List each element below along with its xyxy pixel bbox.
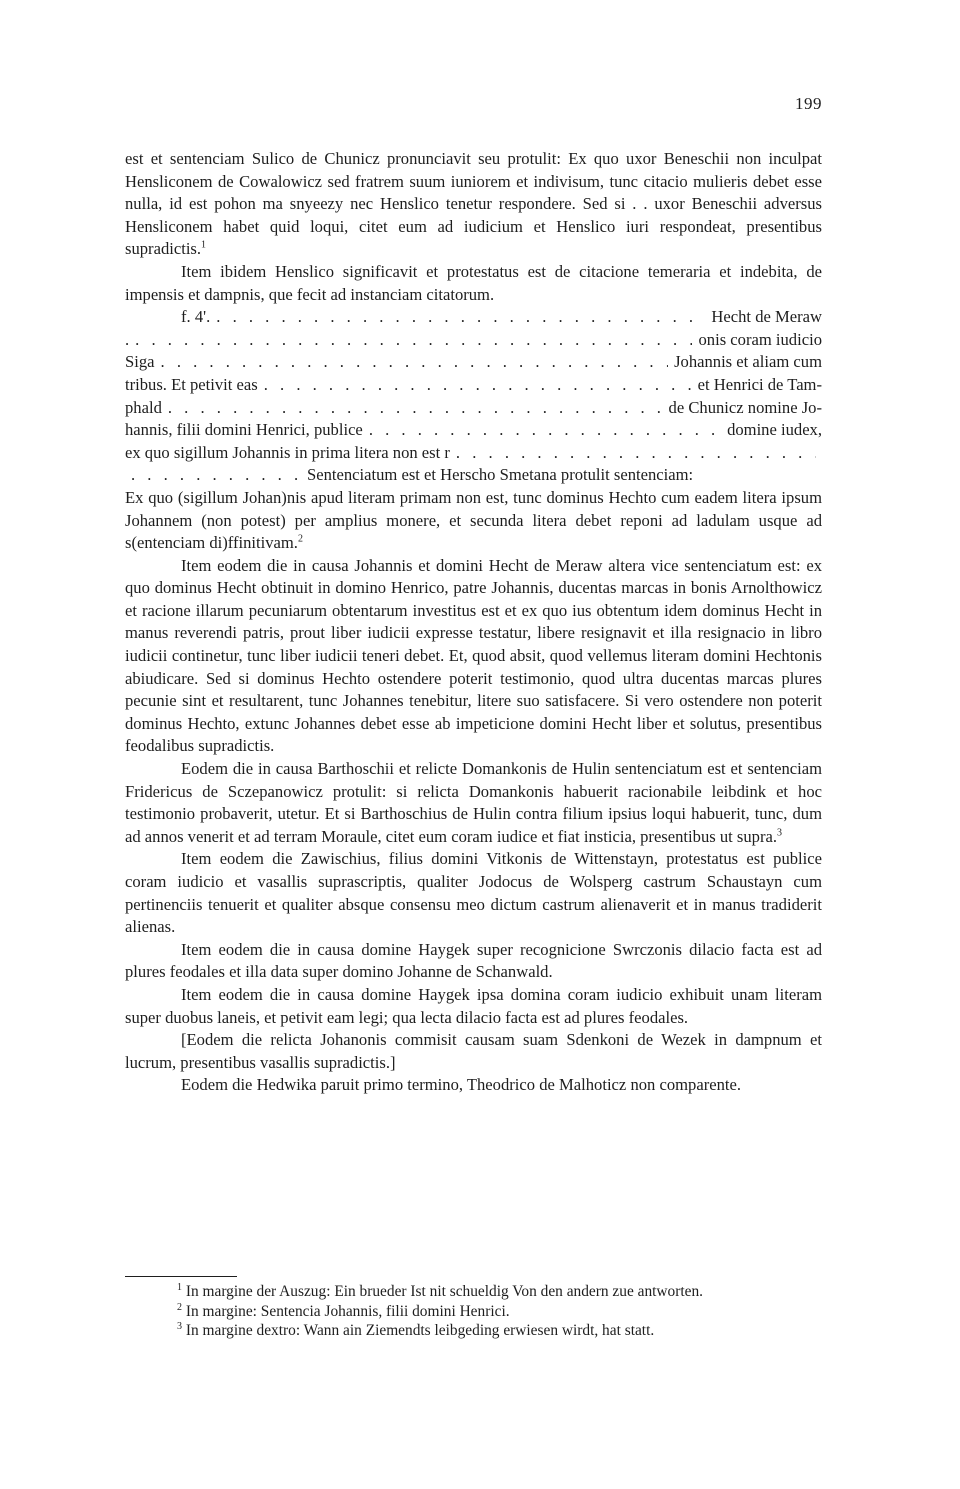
footnote-2: $^2$ In margine: Sentencia Johannis, filii domini Henrici. — [177, 1301, 510, 1320]
paragraph-1: est et sentenciam Sulico de Chunicz pronunciavit seu protulit: Ex quo uxor Beneschii non inculpat Hensliconem de Cowalowicz sed fratrem suum iuniorem et indivisum, tunc citacio mulieris debet esse nulla, id est pohon ma snyeezy nec Henslico tenetur respondere. Sed si . . uxor Beneschii adversus Hensliconem habet quid loqui, citet eum ad iudicium et Henslico iuri respondeat, presentibus supradictis.$^1$ — [125, 149, 822, 259]
body-text — [125, 148, 822, 1097]
fragment-line-8: . . . Sentenciatum est et Herscho Smetana protulit sentenciam: — [125, 464, 822, 487]
paragraph-3: Item eodem die in causa Johannis et domini Hecht de Meraw altera vice sentenciatum est: ex quo dominus Hecht obtinuit in domino Henrico, patre Johannis, ducentas marcas in bonis Arnolthowicz et racione illarum pecuniarum obtentarum investitus est et ex quo ius obtentum idem dominus Hecht in manus reverendi patris, prout liber iudicii expresse testatur, libere resignavit et illa resignacio in libro iudicii continetur, tunc liber iudicii teneri debet. Et, quod absit, quod vellemus literam domini Hechtonis abiudicare. Sed si dominus Hechto ostendere poterit testimonio, quod ultra ducentas marcas plures pecunie sint et resultarent, tunc Johannes tenebitur, litere suo satisfacere. Si vero ostendere non poterit dominus Hechto, extunc Johannes debet esse ab impeticione domini Hecht liber et solutus, presentibus feodalibus supradictis. — [125, 555, 822, 756]
footnote-mark-1: 1 — [201, 239, 207, 251]
footnote-divider — [125, 1276, 237, 1277]
footnote-mark-3: 3 — [777, 827, 782, 839]
page-number: 199 — [795, 94, 822, 113]
paragraph-7: Item eodem die in causa domine Haygek ipsa domina coram iudicio exhibuit unam literam super duobus laneis, et petivit eam legi; qua lecta dilacio facta est ad plures feodales. — [125, 984, 822, 1027]
ellipsis-lacuna — [135, 329, 692, 352]
ellipsis-lacuna — [216, 306, 705, 329]
footnote-1: $^1$ In margine der Auszug: Ein brueder Ist nit schueldig Von den andern zue antworten. — [177, 1281, 704, 1300]
fragment-line-2: . . . . onis coram iudicio — [125, 329, 822, 352]
footnote-3: $^3$ In margine dextro: Wann ain Ziemendts leibgeding erwiesen wirdt, hat statt. — [177, 1320, 655, 1339]
fragment-line-6: hannis, filii domini Henrici, publice . . . domine iudex, — [125, 419, 822, 442]
ellipsis-lacuna — [131, 464, 301, 487]
paragraph-8: [Eodem die relicta Johanonis commisit causam suam Sdenkoni de Wezek in dampnum et lucrum, presentibus vasallis supradictis.] — [125, 1030, 822, 1072]
ellipsis-lacuna — [456, 442, 816, 465]
fragment-line-4: tribus. Et petivit eas . . . et Henrici de Tam- — [125, 374, 822, 397]
fragment-line-7: ex quo sigillum Johannis in prima litera non est r . . . — [125, 442, 822, 465]
fragment-line-5: phald . . . de Chunicz nomine Jo- — [125, 397, 822, 420]
fragment-line-1: f. 4'. . . . Hecht de Meraw — [125, 306, 822, 329]
ellipsis-lacuna — [168, 397, 663, 420]
paragraph-5: Item eodem die Zawischius, filius domini Vitkonis de Wittenstayn, protestatus est publice coram iudicio et vasallis suprascriptis, qualiter Jodocus de Wolsperg castrum Schaustayn cum pertinenciis tenuerit et qualiter absque consensu meo dictum castrum alienaverit et in manus tradiderit alienas. — [125, 849, 822, 937]
ellipsis-lacuna — [264, 374, 692, 397]
fragment-continuation: Ex quo (sigillum Johan)nis apud literam primam non est, tunc dominus Hechto cum eadem litera ipsum Johannem (non potest) per amplius monere, et secunda litera debet reponi ad ladulam usque ad s(entenciam di)ffinitivam.$^2$ — [125, 487, 822, 553]
ellipsis-lacuna — [369, 419, 721, 442]
footnote-mark-2: 2 — [297, 533, 303, 545]
ellipsis-lacuna — [161, 351, 669, 374]
paragraph-4: Eodem die in causa Barthoschii et relicte Domankonis de Hulin sentenciatum est et sentenciam Fridericus de Sczepanowicz protulit: si relicta Domankonis habuerit racionabile leibdink et hoc testimonio probaverit, utetur. Et si Barthoschius de Hulin contra filium ipsius loqui habuerit, tunc, dum ad annos venerit et ad terram Moraule, citet eum coram iudice et fiat insticia, presentibus ut supra.$^3$ — [125, 759, 822, 846]
footnotes — [125, 1282, 822, 1341]
paragraph-2: Item ibidem Henslico significavit et protestatus est de citacione temeraria et indebita, de impensis et dampnis, que fecit ad instanciam citatorum. — [125, 261, 822, 304]
paragraph-9: Eodem die Hedwika paruit primo termino, Theodrico de Malhoticz non comparente. — [181, 1075, 742, 1095]
paragraph-6: Item eodem die in causa domine Haygek super recognicione Swrczonis dilacio facta est ad plures feodales et illa data super domino Johanne de Schanwald. — [125, 939, 822, 982]
fragment-line-3: Siga . . . Johannis et aliam cum — [125, 351, 822, 374]
